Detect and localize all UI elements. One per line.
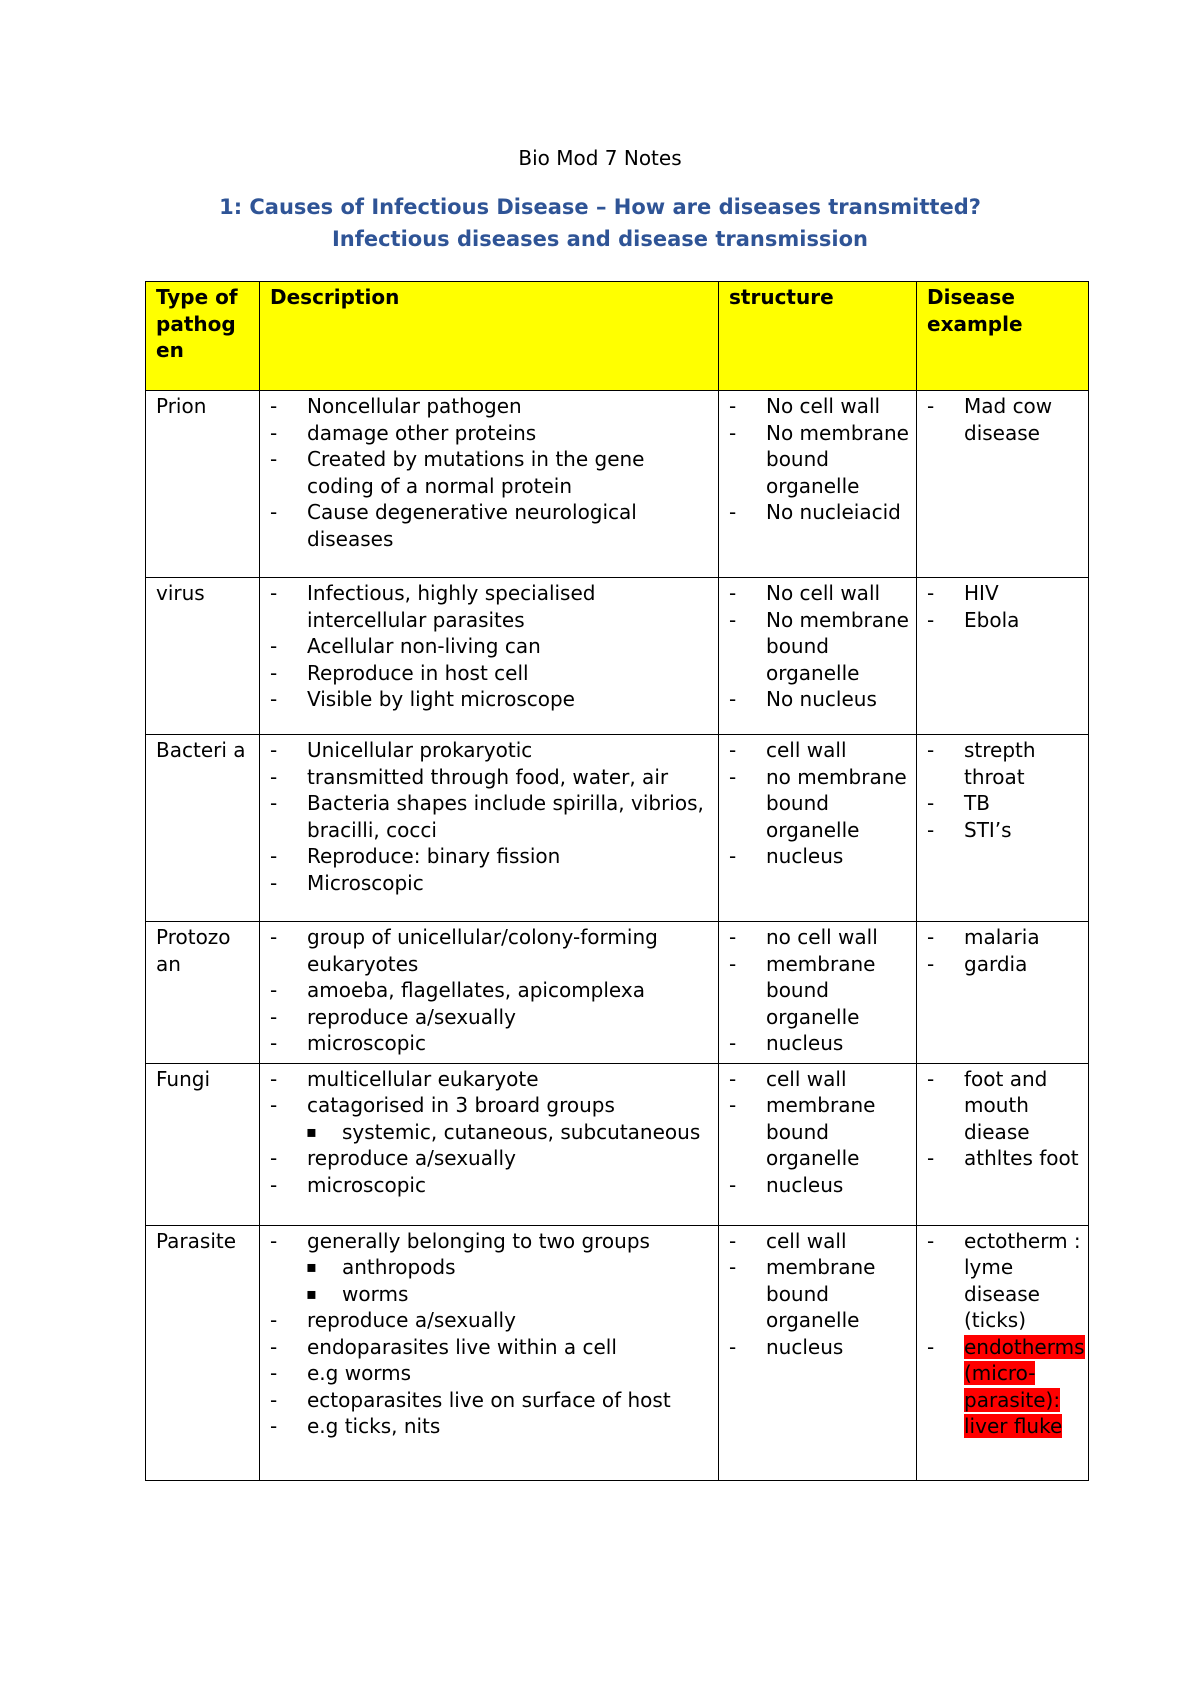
pathogen-type: Prion [146, 391, 260, 578]
table-row [146, 578, 1089, 735]
description-cell [260, 578, 719, 735]
structure-cell [719, 735, 917, 922]
sub-list-item: ▪ worms [306, 1281, 712, 1308]
list-item: - group of unicellular/colony-forming eukaryotes [270, 924, 712, 977]
list-item: - microscopic [270, 1030, 712, 1057]
pathogen-type: Bacteri a [146, 735, 260, 922]
list-item: - Cause degenerative neurological diseases [270, 499, 712, 552]
list-item: - ectoparasites live on surface of host [270, 1387, 712, 1414]
list-item: - malaria [927, 924, 1082, 951]
sub-list-item: ▪ anthropods [306, 1254, 712, 1281]
list-item: - nucleus [729, 1172, 910, 1199]
table-row [146, 391, 1089, 578]
structure-cell [719, 922, 917, 1064]
list-item: - transmitted through food, water, air [270, 764, 712, 791]
example-cell [917, 1225, 1089, 1480]
list-item: - No cell wall [729, 393, 910, 420]
pathogen-type: Fungi [146, 1063, 260, 1225]
list-item: - microscopic [270, 1172, 712, 1199]
structure-cell [719, 1225, 917, 1480]
table-header-row [146, 282, 1089, 391]
list-item: - No membrane bound organelle [729, 420, 910, 500]
example-cell [917, 1063, 1089, 1225]
pathogen-type: Parasite [146, 1225, 260, 1480]
description-cell [260, 1225, 719, 1480]
list-item: - Acellular non-living can [270, 633, 712, 660]
structure-cell [719, 391, 917, 578]
header-disease-example: Disease example [917, 282, 1089, 391]
pathogen-type: virus [146, 578, 260, 735]
list-item: - Created by mutations in the gene coding of a normal protein [270, 446, 712, 499]
list-item: - Mad cow disease [927, 393, 1082, 446]
table-row [146, 735, 1089, 922]
list-item: - membrane bound organelle [729, 1254, 910, 1334]
highlighted-example: endotherms (micro-parasite): liver fluke [964, 1334, 1085, 1438]
list-item: - Reproduce: binary fission [270, 843, 712, 870]
example-cell [917, 578, 1089, 735]
list-item: - Infectious, highly specialised intercellular parasites [270, 580, 712, 633]
list-item: - e.g worms [270, 1360, 712, 1387]
pathogen-type: Protozo an [146, 922, 260, 1064]
description-cell [260, 922, 719, 1064]
list-item: - gardia [927, 951, 1082, 978]
list-item: - reproduce a/sexually [270, 1004, 712, 1031]
list-item: - HIV [927, 580, 1082, 607]
page-title: Bio Mod 7 Notes [518, 146, 682, 170]
header-description: Description [260, 282, 719, 391]
list-item: - strepth throat [927, 737, 1082, 790]
example-cell [917, 922, 1089, 1064]
list-item: - membrane bound organelle [729, 1092, 910, 1172]
section-heading: 1: Causes of Infectious Disease – How are diseases transmitted? [219, 195, 981, 219]
example-cell [917, 391, 1089, 578]
list-item: - No nucleus [729, 686, 910, 713]
list-item: - Unicellular prokaryotic [270, 737, 712, 764]
list-item: - foot and mouth diease [927, 1066, 1082, 1146]
list-item: - No nucleiacid [729, 499, 910, 526]
description-cell [260, 391, 719, 578]
list-item: - membrane bound organelle [729, 951, 910, 1031]
table-row [146, 1063, 1089, 1225]
list-item: - cell wall [729, 1228, 910, 1255]
list-item: - ectotherm : lyme disease (ticks) [927, 1228, 1082, 1334]
list-item: - no cell wall [729, 924, 910, 951]
list-item: - Noncellular pathogen [270, 393, 712, 420]
list-item: - damage other proteins [270, 420, 712, 447]
list-item: - TB [927, 790, 1082, 817]
list-item: - Bacteria shapes include spirilla, vibrios, bracilli, cocci [270, 790, 712, 843]
list-item: - endoparasites live within a cell [270, 1334, 712, 1361]
list-item: - cell wall [729, 737, 910, 764]
list-item: - Ebola [927, 607, 1082, 634]
list-item: - amoeba, flagellates, apicomplexa [270, 977, 712, 1004]
description-cell [260, 1063, 719, 1225]
list-item [927, 1334, 1085, 1440]
header-type: Type of pathog en [146, 282, 260, 391]
list-item: - Microscopic [270, 870, 712, 897]
list-item: - generally belonging to two groups [270, 1228, 712, 1255]
section-subheading: Infectious diseases and disease transmission [331, 227, 869, 251]
list-item: - cell wall [729, 1066, 910, 1093]
list-item: - no membrane bound organelle [729, 764, 910, 844]
table-row [146, 1225, 1089, 1480]
list-item: - No membrane bound organelle [729, 607, 910, 687]
list-item: - nucleus [729, 1334, 910, 1361]
example-cell [917, 735, 1089, 922]
list-item: - No cell wall [729, 580, 910, 607]
list-item: - e.g ticks, nits [270, 1413, 712, 1440]
list-item: - STI’s [927, 817, 1082, 844]
description-cell [260, 735, 719, 922]
sub-list-item: ▪ systemic, cutaneous, subcutaneous [306, 1119, 712, 1146]
list-item: - nucleus [729, 843, 910, 870]
structure-cell [719, 578, 917, 735]
list-item: - catagorised in 3 broard groups [270, 1092, 712, 1119]
list-item: - athltes foot [927, 1145, 1082, 1172]
header-structure: structure [719, 282, 917, 391]
list-item: - reproduce a/sexually [270, 1307, 712, 1334]
list-item: - nucleus [729, 1030, 910, 1057]
table-row [146, 922, 1089, 1064]
structure-cell [719, 1063, 917, 1225]
list-item: - Visible by light microscope [270, 686, 712, 713]
list-item: - reproduce a/sexually [270, 1145, 712, 1172]
list-item: - multicellular eukaryote [270, 1066, 712, 1093]
pathogen-table [145, 281, 1089, 1481]
list-item: - Reproduce in host cell [270, 660, 712, 687]
